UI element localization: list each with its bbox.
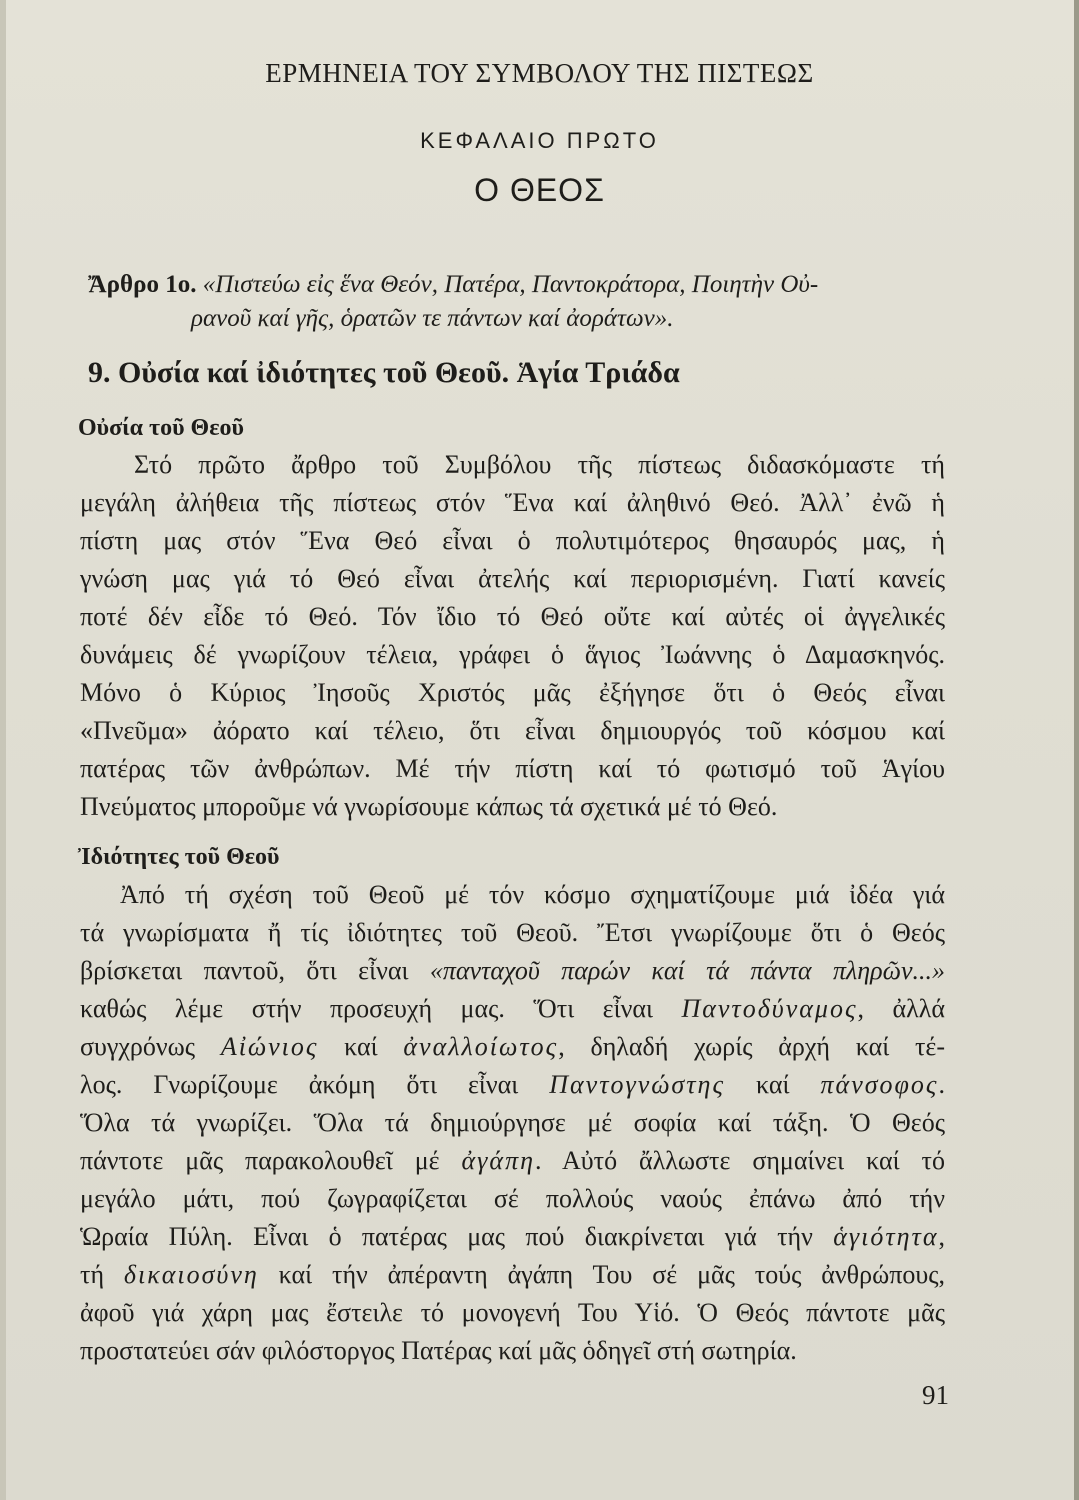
text-run: . <box>938 1070 945 1099</box>
page-number: 91 <box>922 1380 949 1410</box>
emphasis-term: ἀγάπη <box>461 1146 535 1175</box>
text-run: . Αὐτό ἄλλωστε σημαίνει καί τό <box>535 1146 945 1175</box>
attributes-paragraph <box>80 876 945 1370</box>
emphasis-term: Παντογνώστης <box>549 1070 726 1099</box>
text-run: συγχρόνως <box>80 1032 221 1061</box>
text-run: καί τήν ἀπέραντη ἀγάπη Του σέ μᾶς τούς ἀνθρώπους, <box>258 1260 946 1289</box>
text-run: Ὡραία Πύλη. Εἶναι ὁ πατέρας μας πού διακρίνεται γιά τήν <box>80 1222 834 1251</box>
attributes-line: Ὅλα τά γνωρίζει. Ὅλα τά δημιούργησε μέ σοφία καί τάξη. Ὁ Θεός <box>80 1108 945 1137</box>
essence-line: γνώση μας γιά τό Θεό εἶναι ἀτελής καί περιορισμένη. Γιατί κανείς <box>80 564 945 593</box>
article-quote <box>88 268 968 336</box>
emphasis-term: ἀναλλοίωτος <box>403 1032 559 1061</box>
attributes-line: προστατεύει σάν φιλόστοργος Πατέρας καί μᾶς ὁδηγεῖ στή σωτηρία. <box>80 1336 797 1365</box>
essence-line: πίστη μας στόν Ἕνα Θεό εἶναι ὁ πολυτιμότερος θησαυρός μας, ἡ <box>80 526 945 555</box>
attributes-line <box>80 1066 945 1104</box>
attributes-line: μεγάλο μάτι, πού ζωγραφίζεται σέ πολλούς ναούς ἐπάνω ἀπό τήν <box>80 1184 945 1213</box>
text-run: καθώς λέμε στήν προσευχή μας. Ὅτι εἶναι <box>80 994 682 1023</box>
emphasis-term: Αἰώνιος <box>220 1032 319 1061</box>
attributes-heading: Ἰδιότητες τοῦ Θεοῦ <box>78 844 280 870</box>
text-run: καί <box>725 1070 821 1099</box>
text-run: καί <box>318 1032 404 1061</box>
essence-line: ποτέ δέν εἶδε τό Θεό. Τόν ἴδιο τό Θεό οὔτε καί αὐτές οἱ ἀγγελικές <box>80 602 945 631</box>
article-quote-line-2: ρανοῦ καί γῆς, ὁρατῶν τε πάντων καί ἀοράτων». <box>191 305 674 332</box>
attributes-line: τά γνωρίσματα ἤ τίς ἰδιότητες τοῦ Θεοῦ. Ἔτσι γνωρίζουμε ὅτι ὁ Θεός <box>80 918 945 947</box>
attributes-line <box>80 1142 945 1180</box>
text-run: , <box>938 1222 945 1251</box>
section-heading: 9. Οὐσία καί ἰδιότητες τοῦ Θεοῦ. Ἁγία Τριάδα <box>88 356 680 389</box>
text-run: βρίσκεται παντοῦ, ὅτι εἶναι <box>80 956 430 985</box>
essence-line: μεγάλη ἀλήθεια τῆς πίστεως στόν Ἕνα καί ἀληθινό Θεό. Ἀλλ᾽ ἐνῶ ἡ <box>80 488 945 517</box>
article-lead: Ἄρθρο 1ο. <box>88 271 197 298</box>
running-title: ΕΡΜΗΝΕΙΑ ΤΟΥ ΣΥΜΒΟΛΟΥ ΤΗΣ ΠΙΣΤΕΩΣ <box>265 58 814 88</box>
essence-line: Πνεύματος μποροῦμε νά γνωρίσουμε κάπως τά σχετικά μέ τό Θεό. <box>80 792 778 821</box>
attributes-line <box>80 1256 945 1294</box>
chapter-label: ΚΕΦΑΛΑΙΟ ΠΡΩΤΟ <box>420 128 659 153</box>
essence-line: δυνάμεις δέ γνωρίζουν τέλεια, γράφει ὁ ἅγιος Ἰωάννης ὁ Δαμασκηνός. <box>80 640 945 669</box>
emphasis-term: δικαιοσύνη <box>123 1260 259 1289</box>
attributes-line <box>80 990 945 1028</box>
text-run: , ἀλλά <box>857 994 945 1023</box>
italic-quote: «πανταχοῦ παρών καί τά πάντα πληρῶν...» <box>429 956 946 985</box>
text-run: , δηλαδή χωρίς ἀρχή καί τέ- <box>558 1032 946 1061</box>
essence-line: πατέρας τῶν ἀνθρώπων. Μέ τήν πίστη καί τό φωτισμό τοῦ Ἁγίου <box>80 754 945 783</box>
text-run: πάντοτε μᾶς παρακολουθεῖ μέ <box>80 1146 462 1175</box>
page-edge-right <box>1074 0 1079 1500</box>
attributes-line <box>80 952 945 990</box>
text-run: λος. Γνωρίζουμε ἀκόμη ὅτι εἶναι <box>80 1070 550 1099</box>
essence-paragraph <box>80 446 945 826</box>
page-edge-left <box>0 0 6 1500</box>
essence-heading: Οὐσία τοῦ Θεοῦ <box>78 415 244 441</box>
attributes-line <box>80 1028 945 1066</box>
attributes-line: ἀφοῦ γιά χάρη μας ἔστειλε τό μονογενή Του Υἱό. Ὁ Θεός πάντοτε μᾶς <box>80 1298 945 1327</box>
essence-line: Μόνο ὁ Κύριος Ἰησοῦς Χριστός μᾶς ἐξήγησε ὅτι ὁ Θεός εἶναι <box>80 678 945 707</box>
text-run: τή <box>80 1260 124 1289</box>
attributes-line <box>80 1218 945 1256</box>
chapter-title: Ο ΘΕΟΣ <box>474 172 605 208</box>
attributes-line: Ἀπό τή σχέση τοῦ Θεοῦ μέ τόν κόσμο σχηματίζουμε μιά ἰδέα γιά <box>120 880 945 909</box>
emphasis-term: Παντοδύναμος <box>681 994 858 1023</box>
emphasis-term: πάνσοφος <box>820 1070 939 1099</box>
essence-line: Στό πρῶτο ἄρθρο τοῦ Συμβόλου τῆς πίστεως διδασκόμαστε τή <box>134 450 945 479</box>
essence-line: «Πνεῦμα» ἀόρατο καί τέλειο, ὅτι εἶναι δημιουργός τοῦ κόσμου καί <box>80 716 945 745</box>
article-quote-line-1: «Πιστεύω εἰς ἕνα Θεόν, Πατέρα, Παντοκράτορα, Ποιητὴν Οὐ- <box>202 271 819 298</box>
emphasis-term: ἁγιότητα <box>833 1222 939 1251</box>
